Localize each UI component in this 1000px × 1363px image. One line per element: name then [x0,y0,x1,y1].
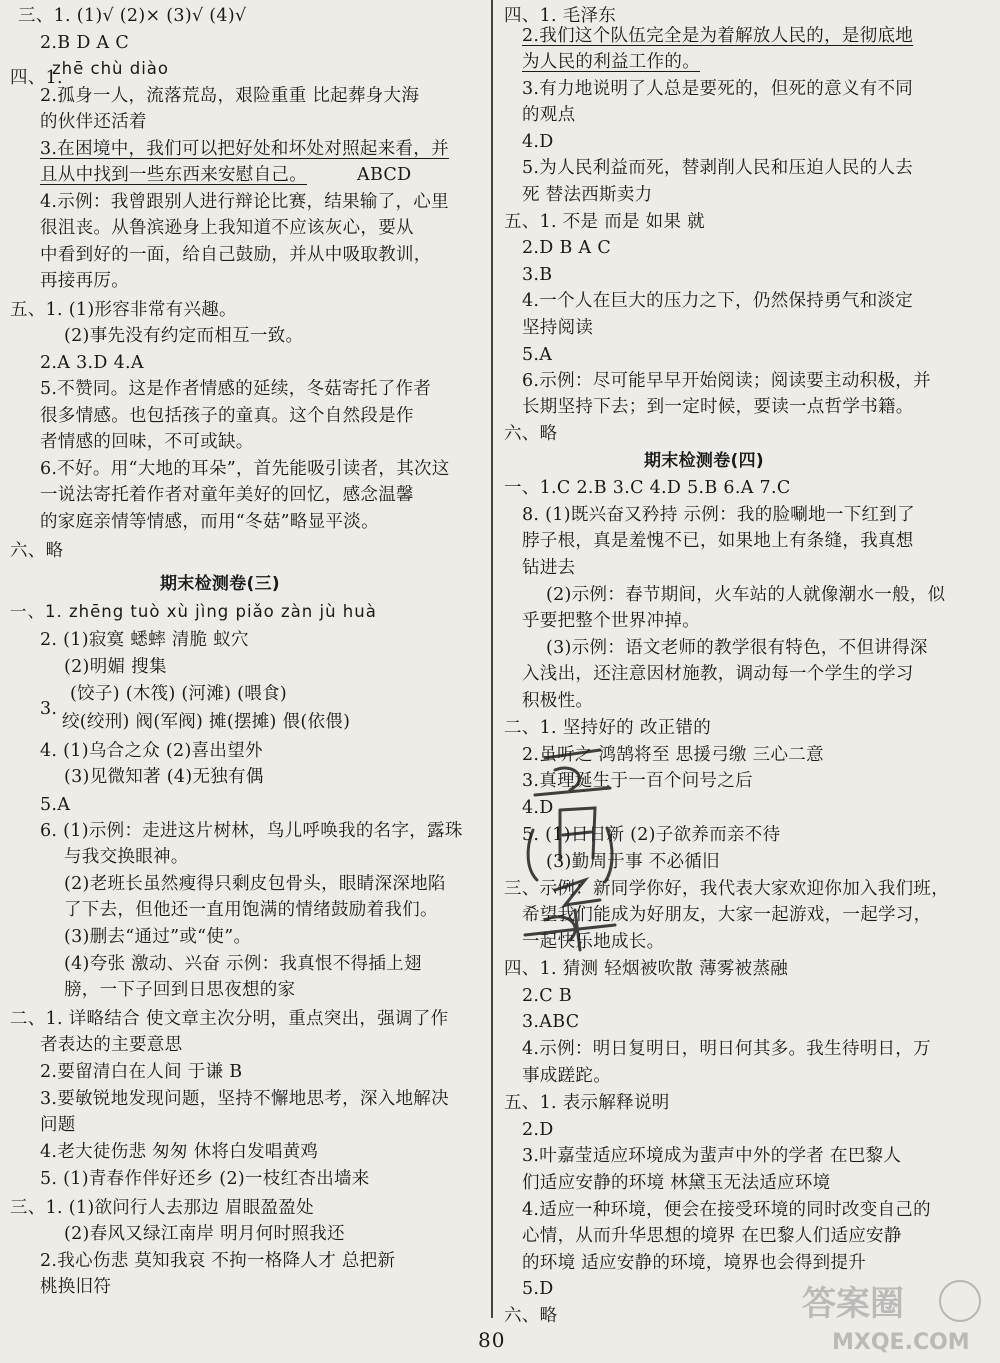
answer-line: 2.要留清白在人间 于谦 B [40,1062,243,1082]
answer-line: 事成蹉跎。 [522,1066,611,1086]
watermark-url: MXQE.COM [832,1330,970,1355]
watermark-text: 答案圈 [802,1284,904,1324]
answer-line: 4.老大徒伤悲 匆匆 休将白发唱黄鸡 [40,1142,319,1162]
answer-line: 一、1. zhēng tuò xù jìng piǎo zàn jù huà [10,602,377,621]
answer-line: 2.孤身一人，流落荒岛，艰险重重 比起葬身大海 [40,86,420,106]
answer-line: 2.我们这个队伍完全是为着解放人民的，是彻底地 [522,26,914,46]
answer-line: 者情感的回味，不可或缺。 [40,432,254,452]
answer-line: 5.不赞同。这是作者情感的延续，冬菇寄托了作者 [40,379,432,399]
answer-line: 5. (1)日日新 (2)子欲养而亲不待 [522,825,781,845]
answer-line: 2.D B A C [522,238,612,258]
answer-line: 四、1. 毛泽东 [504,6,617,26]
answer-line: 乎要把整个世界冲掉。 [522,611,700,631]
answer-line: 很沮丧。从鲁滨逊身上我知道不应该灰心，要从 [40,218,414,238]
answer-line: 入浅出，还注意因材施教，调动每一个学生的学习 [522,664,914,684]
answer-line: 5. (1)青春作伴好还乡 (2)一枝红杏出墙来 [40,1169,370,1189]
answer-line: (3)示例：语文老师的教学很有特色，不但讲得深 [546,638,928,658]
answer-line: (2)事先没有约定而相互一致。 [64,326,304,346]
answer-line: 4.示例：明日复明日，明日何其多。我生待明日，万 [522,1039,931,1059]
answer-line: 6.示例：尽可能早早开始阅读；阅读要主动积极，并 [522,371,931,391]
answer-line: 桃换旧符 [40,1277,112,1297]
answer-line: (3)勤周于事 不必循旧 [546,852,720,872]
answer-line: 2.虽听之 鸿鹄将至 思援弓缴 三心二意 [522,745,824,765]
answer-line: (2)春风又绿江南岸 明月何时照我还 [64,1224,345,1244]
answer-line: 的家庭亲情等情感，而用“冬菇”略显平淡。 [40,512,379,532]
answer-line: 3.在困境中，我们可以把好处和坏处对照起来看，并 [40,139,449,159]
answer-line: 五、1. 不是 而是 如果 就 [504,212,705,232]
answer-line: 者表达的主要意思 [40,1035,183,1055]
answer-line: 二、1. 详略结合 使文章主次分明，重点突出，强调了作 [10,1009,449,1029]
answer-line: 了下去，但他还一直用饱满的情绪鼓励着我们。 [64,900,438,920]
handwritten-scribble-icon [515,740,630,955]
answer-line: (4)夸张 激动、兴奋 示例：我真恨不得插上翅 [64,954,422,974]
watermark-logo-icon [792,1275,992,1357]
answer-line: 三、示例：新同学你好，我代表大家欢迎你加入我们班， [504,879,949,899]
answer-line: 3. [40,699,58,719]
page-number: 80 [478,1328,506,1352]
answer-line: 2. (1)寂寞 蟋蟀 清脆 蚁穴 [40,630,249,650]
answer-line: 希望我们能成为好朋友，大家一起游戏，一起学习， [522,905,932,925]
answer-line: 6. (1)示例：走进这片树林，鸟儿呼唤我的名字，露珠 [40,821,463,841]
answer-line: 8. (1)既兴奋又矜持 示例：我的脸唰地一下红到了 [522,505,915,525]
answer-line: 长期坚持下去；到一定时候，要读一点哲学书籍。 [522,397,914,417]
answer-line: (2)示例：春节期间，火车站的人就像潮水一般，似 [546,585,946,605]
answer-line: 与我交换眼神。 [64,847,189,867]
answer-line: 2.A 3.D 4.A [40,353,144,373]
answer-line: (3)见微知著 (4)无独有偶 [64,767,264,787]
answer-line: 三、1. (1)√ (2)× (3)√ (4)√ [18,6,247,26]
answer-line: 2.C B [522,986,573,1006]
answer-line: 的环境 适应安静的环境，境界也会得到提升 [522,1253,867,1273]
answer-line: 4.示例：我曾跟别人进行辩论比赛，结果输了，心里 [40,192,449,212]
answer-line: 四、1. 猜测 轻烟被吹散 薄雾被蒸融 [504,959,789,979]
answer-line: 3.叶嘉莹适应环境成为蜚声中外的学者 在巴黎人 [522,1146,902,1166]
answer-line: 2.B D A C [40,33,130,53]
answer-line: 六、略 [10,541,64,561]
answer-line: 三、1. (1)欲问行人去那边 眉眼盈盈处 [10,1198,314,1218]
answer-line: 2.我心伤悲 莫知我哀 不拘一格降人才 总把新 [40,1251,396,1271]
column-divider [491,0,493,1318]
answer-line: 一说法寄托着作者对童年美好的回忆，感念温馨 [40,485,414,505]
answer-line: 为人民的利益工作的。 [522,52,700,72]
answer-line: 心情，从而升华思想的境界 在巴黎人们适应安静 [522,1226,902,1246]
answer-line: 且从中找到一些东西来安慰自己。 [40,165,307,185]
answer-line: 积极性。 [522,691,594,711]
answer-line: (饺子) (木筏) (河滩) (喂食) [70,684,288,704]
answer-line: 3.有力地说明了人总是要死的，但死的意义有不同 [522,79,914,99]
answer-line: 五、1. 表示解释说明 [504,1093,670,1113]
answer-line: 4.适应一种环境，便会在接受环境的同时改变自己的 [522,1200,931,1220]
answer-line: 问题 [40,1115,76,1135]
answer-line: 4.一个人在巨大的压力之下，仍然保持勇气和淡定 [522,291,914,311]
answer-line: 再接再厉。 [40,271,129,291]
answer-line: 的观点 [522,105,576,125]
answer-line: 4.D [522,132,554,152]
answer-line: 很多情感。也包括孩子的童真。这个自然段是作 [40,406,414,426]
answer-line: 绞(绞刑) 阀(军阀) 摊(摆摊) 偎(依偎) [62,712,351,732]
answer-line: 脖子根，真是羞愧不已，如果地上有条缝，我真想 [522,531,914,551]
answer-line: 2.D [522,1120,554,1140]
answer-line: 4.D [522,798,554,818]
answer-line: 5.A [522,345,553,365]
answer-line: 5.D [522,1279,554,1299]
section-heading: 期末检测卷(四) [644,451,764,471]
answer-line: 一起快乐地成长。 [522,932,665,952]
answer-line: 膀，一下子回到日思夜想的家 [64,980,296,1000]
answer-line: 六、略 [504,424,558,444]
answer-line: (3)删去“通过”或“使”。 [64,927,252,947]
answer-line: 3.ABC [522,1012,580,1032]
answer-line: 3.要敏锐地发现问题，坚持不懈地思考，深入地解决 [40,1089,449,1109]
answer-line: 二、1. 坚持好的 改正错的 [504,718,712,738]
answer-line: 中看到好的一面，给自己鼓励，并从中吸取教训， [40,245,432,265]
answer-line: 钻进去 [522,558,576,578]
answer-line: 的伙伴还活着 [40,112,147,132]
answer-line: 一、1.C 2.B 3.C 4.D 5.B 6.A 7.C [504,478,791,498]
section-heading: 期末检测卷(三) [160,574,280,594]
answer-line: 5.A [40,795,71,815]
answer-line: 3.真理诞生于一百个问号之后 [522,771,753,791]
answer-line: 4. (1)乌合之众 (2)喜出望外 [40,741,263,761]
answer-line: 5.为人民利益而死，替剥削人民和压迫人民的人去 [522,158,914,178]
answer-line: ABCD [357,165,412,185]
answer-line: 五、1. (1)形容非常有兴趣。 [10,300,237,320]
answer-line: 死 替法西斯卖力 [522,185,653,205]
answer-line: 们适应安静的环境 林黛玉无法适应环境 [522,1173,831,1193]
answer-line: zhē chù diào [52,59,170,78]
answer-line: 3.B [522,265,553,285]
answer-line: (2)老班长虽然瘦得只剩皮包骨头，眼睛深深地陷 [64,874,446,894]
answer-line: (2)明媚 搜集 [64,657,167,677]
answer-line: 坚持阅读 [522,318,594,338]
answer-line: 六、略 [504,1306,558,1326]
answer-line: 四、1. [10,68,63,88]
answer-line: 6.不好。用“大地的耳朵”，首先能吸引读者，其次这 [40,459,450,479]
